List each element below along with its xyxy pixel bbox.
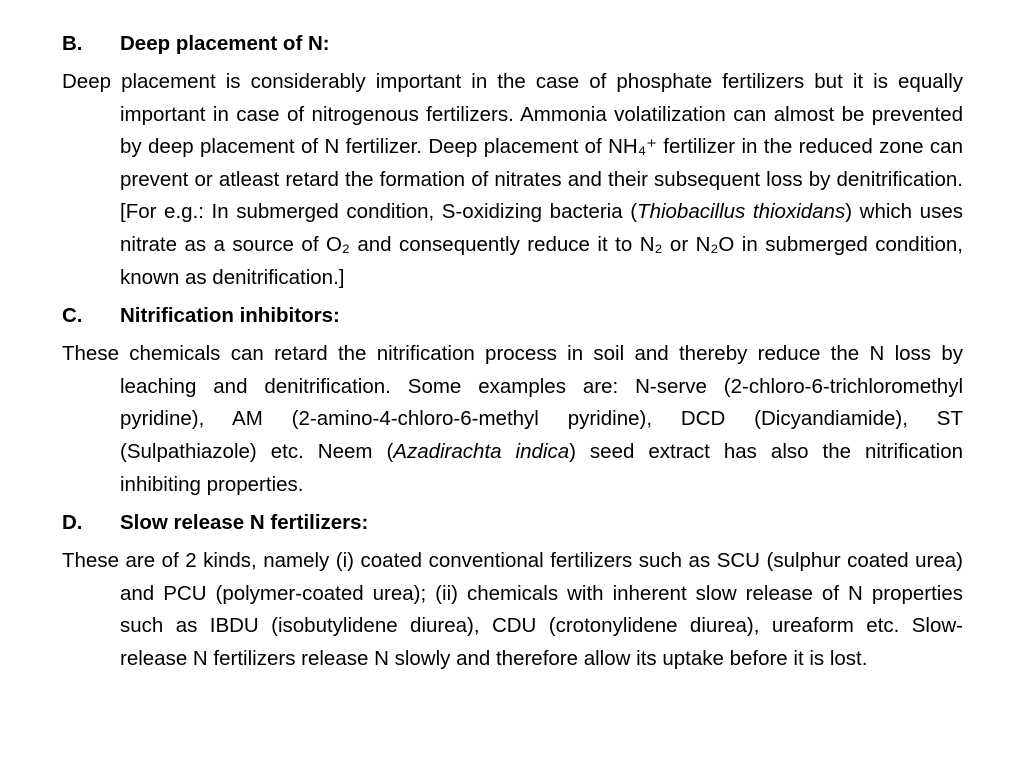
section-heading-d <box>62 507 963 539</box>
section-letter: B. <box>62 32 83 55</box>
paragraph-text: ) seed extract has also the nitrification inhibiting properties. <box>120 439 963 496</box>
section-heading-b <box>62 28 963 60</box>
section-heading-c <box>62 300 963 332</box>
section-letter: D. <box>62 511 83 535</box>
section-paragraph-d <box>62 545 963 675</box>
paragraph-text: ) which uses nitrate as a source of O₂ and consequently reduce it to N₂ or N₂O in submerged condition, known as denitrification.] <box>120 200 963 289</box>
species-name: Azadirachta indica <box>393 439 570 463</box>
section-title: Slow release N fertilizers: <box>120 511 369 535</box>
section-title: Nitrification inhibitors: <box>120 304 340 328</box>
paragraph-text: Deep placement is considerably important in the case of phosphate fertilizers but it is equally important in case of nitrogenous fertilizers. Ammonia volatilization can almost be prevented by deep placement of N fertilizer. Deep placement of NH₄⁺ fertilizer in the reduced zone can prevent or atleast retard the formation of nitrates and their subsequent loss by denitrification. [For e.g.: In submerged condition, S-oxidizing bacteria ( <box>62 70 963 224</box>
section-paragraph-c <box>62 338 963 501</box>
paragraph-text: These chemicals can retard the nitrification process in soil and thereby reduce the N loss by leaching and denitrification. Some examples are: N-serve (2-chloro-6-trichloromethyl pyridine), AM (2-amino-4-chloro-6-methyl pyridine), DCD (Dicyandiamide), ST (Sulpathiazole) etc. Neem ( <box>62 342 963 463</box>
section-title: Deep placement of N: <box>120 32 330 55</box>
slide-content <box>62 28 963 682</box>
section-letter: C. <box>62 304 83 328</box>
species-name: Thiobacillus thioxidans <box>637 200 846 224</box>
section-paragraph-b <box>62 66 963 294</box>
paragraph-text: These are of 2 kinds, namely (i) coated conventional fertilizers such as SCU (sulphur coated urea) and PCU (polymer-coated urea); (ii) chemicals with inherent slow release of N properties such as IBDU (isobutylidene diurea), CDU (crotonylidene diurea), ureaform etc. Slow-release N fertilizers release N slowly and therefore allow its uptake before it is lost. <box>62 549 963 670</box>
